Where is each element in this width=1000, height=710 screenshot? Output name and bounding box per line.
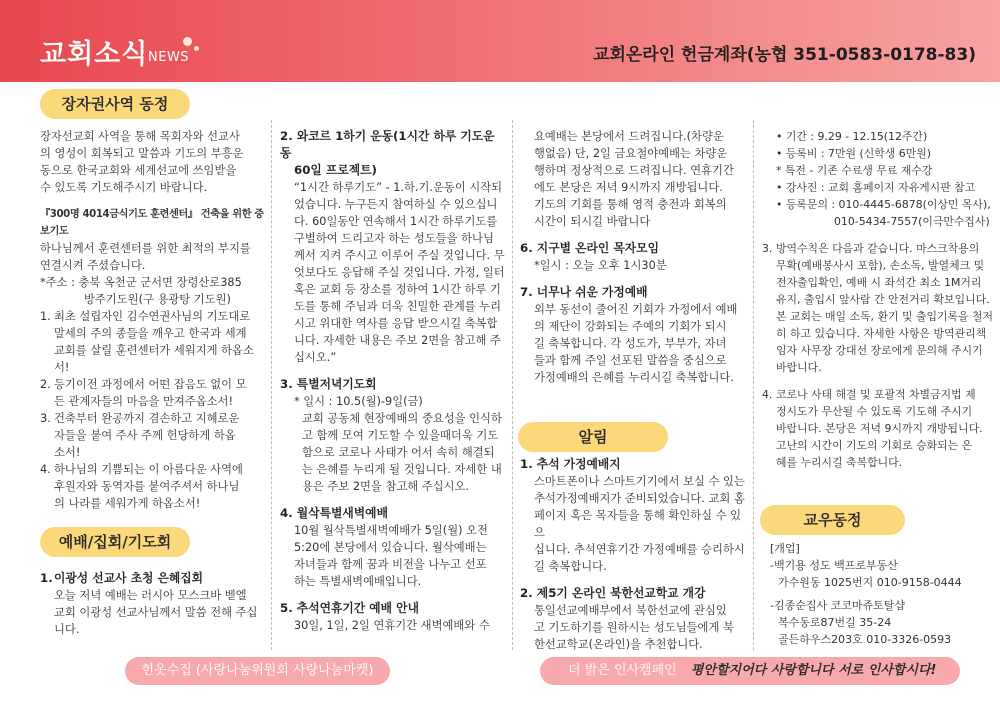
greeting-campaign-banner: 더 밝은 인사캠페인 평안할지어다 사랑합니다 서로 인사합시다!	[540, 657, 960, 685]
worship-item-1: 1. 이광성 선교사 초청 은혜집회 오늘 저녁 예배는 러시아 모스크바 벧엘 교회 이광성 선교사님께서 말씀 전해 주십 니다.	[40, 571, 258, 636]
worship-item-5-continued: 요예배는 본당에서 드려집니다.(차량운 행없음) 단, 2일 금요철야예배는 차량운 행하며 정상적으로 드려집니다. 연휴기간 에도 본당은 저녁 9시까지 개방됩니다. 기도의 기회를 통해 영적 충전과 회복의 시간이 되시길 바랍니다	[534, 130, 734, 228]
alumni-item: -백기용 성도 백프로부동산 가수원동 1025번지 010-9158-0444	[770, 559, 962, 589]
decorative-dot	[194, 46, 199, 51]
clothing-drive-banner: 헌옷수집 (사랑나눔위원회 사랑나눔마켓)	[125, 657, 390, 685]
worship-item-5: 5. 추석연휴기간 예배 안내 30일, 1일, 2일 연휴기간 새벽예배와 수	[280, 601, 490, 632]
column-divider	[753, 120, 754, 650]
column-1	[40, 128, 268, 512]
alumni-news: [개업] -백기용 성도 백프로부동산 가수원동 1025번지 010-9158-0444 -김종순집사 코코마쥬토탈샵 복수동로87번길 35-24 골든하우스203호 010-3326-0593	[770, 540, 995, 648]
school-info: • 기간 : 9.29 - 12.15(12주간) • 등록비 : 7만원 (신학생 6만원) * 특전 - 기존 수료생 무료 재수강 • 강사진 : 교회 홈페이지 자유게시판 참고 • 등록문의 : 010-4445-6878(이상민 목사), 010-5434-7557(이극만수집사)	[776, 130, 991, 228]
worship-item-2: 2. 와코르 1하기 운동(1시간 하루 기도운동 60일 프로젝트) “1시간 하루기도” - 1.하.기.운동이 시작되 었습니다. 누구든지 참여하실 수 있으십니 다. 60일동안 연속해서 1시간 하루기도를 구별하여 드리고자 하는 성도들을 하나님 께서 지켜 주시고 이루어 주실 것입니다. 무 엇보다도 응답해 주실 것입니다. 가정, 일터 혹은 교회 등 장소를 정하여 1시간 하루 기 도를 통해 주님과 더욱 친밀한 관계를 누리 시고 위대한 역사를 응답 받으시길 축복합 니다. 자세한 내용은 주보 2면을 참고해 주 십시오.”	[280, 129, 505, 364]
list-item: 2. 등기이전 과정에서 어떤 잡음도 없이 모 든 관계자들의 마음을 만져주옵소서!	[40, 378, 247, 408]
notice-item-2: 2. 제5기 온라인 북한선교학교 개강 통일선교예배부에서 북한선교에 관심있 고 기도하기를 원하시는 성도님들에게 북 한선교학교(온라인)을 추천합니다.	[520, 586, 734, 651]
section-alumni: 교우동정	[760, 505, 905, 535]
section-notice: 알림	[518, 422, 668, 452]
column-3	[520, 128, 748, 386]
notice-list	[520, 456, 748, 653]
decorative-dot	[183, 37, 192, 46]
list-item: 3. 건축부터 완공까지 겸손하고 지혜로운 자들을 붙여 주사 주께 헌당하게 하옵 소서!	[40, 412, 240, 459]
column-4	[762, 128, 994, 471]
news-label: NEWS	[148, 50, 190, 65]
alumni-item: -김종순집사 코코마쥬토탈샵 복수동로87번길 35-24 골든하우스203호 010-3326-0593	[770, 599, 952, 646]
column-2	[280, 128, 505, 634]
worship-item-6: 6. 지구별 온라인 목자모임 *일시 : 오늘 오후 1시30분	[520, 241, 667, 272]
list-item: 1. 최초 설립자인 김수연권사님의 기도대로 말세의 주의 종들을 깨우고 한국과 세계 교회를 살릴 훈련센터가 세워지게 하옵소서!	[40, 310, 254, 374]
worship-item-4: 4. 월삭특별새벽예배 10월 월삭특별새벽예배가 5일(월) 오전 5:20에 본당에서 있습니다. 월삭예배는 자녀들과 함께 꿈과 비전을 나누고 선포 하는 특별새벽예배입니다.	[280, 506, 488, 588]
offering-account: 교회온라인 헌금계좌(농협 351-0583-0178-83)	[593, 45, 976, 65]
header-banner	[0, 0, 1000, 82]
notice-item-4: 4. 코로나 사태 해결 및 포괄적 차별금지법 제 정시도가 무산될 수 있도록 기도해 주시기 바랍니다. 본당은 저녁 9시까지 개방됩니다. 고난의 시간이 기도의 기회로 승화되는 은 혜를 누리시길 축복합니다.	[762, 388, 983, 469]
notice-item-1: 1. 추석 가정예배지 스마트폰이나 스마트기기에서 보실 수 있는 추석가정예배지가 준비되었습니다. 교회 홈 페이지 혹은 목자들을 통해 확인하실 수 있으 십니다. 추석연휴기간 가정예배를 승리하시 길 축복합니다.	[520, 457, 745, 573]
training-center-prayer: 『300명 4014금식기도 훈련센터』 건축을 위한 중보기도 하나님께서 훈련센터를 위한 최적의 부지를 연결시켜 주셨습니다. *주소 : 충북 옥천군 군서면 장령산로385 방주기도원(구 용광탕 기도원)	[40, 209, 264, 306]
worship-item-3: 3. 특별저녁기도회 * 일시 : 10.5(월)-9일(금) 교회 공동체 현장예배의 중요성을 인식하 고 함께 모여 기도할 수 있을때더욱 기도 함으로 코로나 사태가 어서 속히 해결되 는 은혜를 누리게 될 것입니다. 자세한 내 용은 주보 2면을 참고해 주십시오.	[280, 377, 502, 493]
column-divider	[512, 120, 513, 650]
notice-item-3: 3. 방역수칙은 다음과 같습니다. 마스크착용의 무확(예배봉사시 포함), 손소독, 발열체크 및 전자출입확인, 예배 시 좌석간 최소 1M거리 유지, 출입시 앞사람 간 안전거리 확보입니다. 본 교회는 매일 소독, 환기 및 출입기록을 철저 히 하고 있습니다. 자세한 사항은 방역관리책 임자 사무장 강대선 장로에게 문의해 주시기 바랍니다.	[762, 242, 994, 374]
section-worship: 예배/집회/기도회	[40, 527, 190, 557]
column-divider	[271, 120, 272, 650]
section-jangja: 장자권사역 동정	[40, 89, 190, 119]
list-item: 4. 하나님의 기쁨되는 이 아름다운 사역에 후원자와 동역자를 붙여주셔서 하나님 의 나라를 세워가게 하옵소서!	[40, 463, 243, 510]
jangja-intro: 장자선교회 사역을 통해 목회자와 선교사 의 영성이 회복되고 말씀과 기도의 부흥운 동으로 한국교회와 세계선교에 쓰임받을 수 있도록 기도해주시기 바랍니다.	[40, 130, 244, 194]
page-title: 교회소식	[40, 39, 149, 70]
prayer-list	[40, 308, 268, 512]
worship-item-7: 7. 너무나 쉬운 가정예배 외부 동선이 줄어진 기회가 가정에서 예배 의 제단이 강화되는 주예의 기회가 되시 길 축복합니다. 각 성도가, 부부가, 자녀 들과 함께 주일 선포된 말씀을 중심으로 가정예배의 은혜를 누리시길 축복합니다.	[520, 285, 738, 384]
